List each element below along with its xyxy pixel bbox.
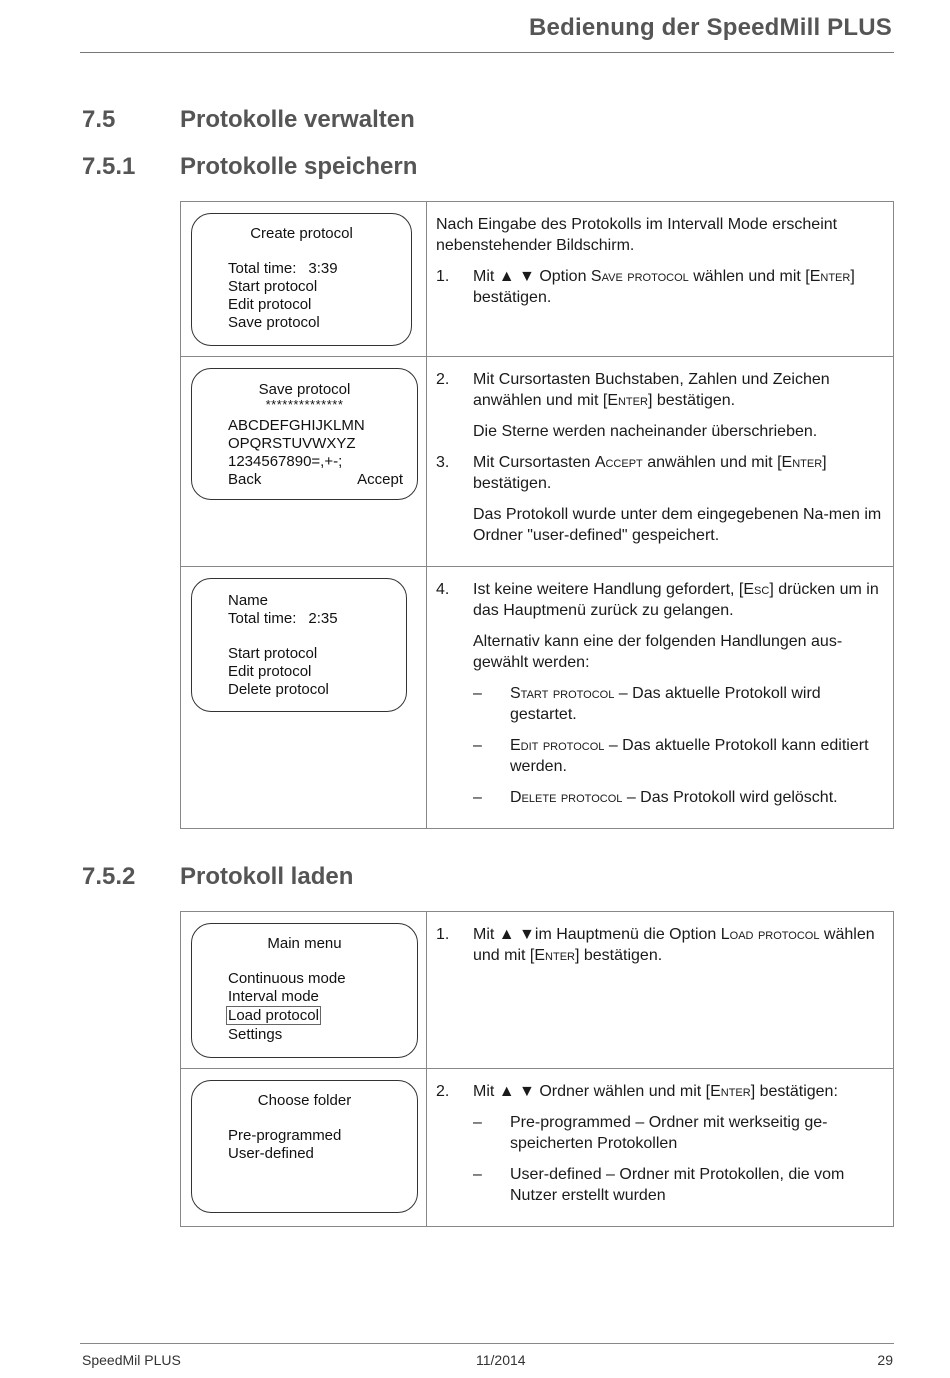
lcd-item: User-defined — [228, 1145, 314, 1162]
step-1: 1. Mit ▲ ▼ Option Save protocol wählen und mit [Enter] bestätigen. — [436, 268, 855, 306]
step-4: 4. Ist keine weitere Handlung gefordert, [Esc] drücken um in das Hauptmenü zurück zu gelangen. — [436, 581, 879, 619]
instruction-cell — [427, 202, 894, 357]
lcd-item-selected: Load protocol — [228, 1007, 319, 1024]
table-row — [181, 912, 894, 1069]
lcd-main-menu — [191, 923, 418, 1058]
lcd-title: Create protocol — [250, 225, 353, 242]
section-number: 7.5.2 — [82, 863, 136, 890]
lcd-title: Main menu — [267, 935, 342, 952]
step-2: 2. Mit Cursortasten Buchstaben, Zahlen und Zeichen anwählen und mit [Enter] bestätigen. — [436, 371, 830, 409]
screen-cell — [181, 1069, 427, 1227]
lcd-item: Edit protocol — [228, 296, 312, 313]
section-title: Protokoll laden — [180, 863, 354, 890]
lcd-create-protocol — [191, 213, 412, 346]
section-heading-7-5 — [82, 106, 415, 134]
section-title: Protokolle speichern — [180, 153, 418, 180]
option-delete: – Delete protocol – Das Protokoll wird gelöscht. — [473, 789, 838, 806]
section-title: Protokolle verwalten — [180, 106, 415, 133]
option-user-defined: – User-defined – Ordner mit Protokollen, die vom Nutzer erstellt wurden — [473, 1166, 845, 1204]
step-2: 2. Mit ▲ ▼ Ordner wählen und mit [Enter] bestätigen: — [436, 1083, 838, 1100]
instruction-cell — [427, 912, 894, 1069]
step-2-note: Die Sterne werden nacheinander überschrieben. — [473, 423, 818, 440]
step-3: 3. Mit Cursortasten Accept anwählen und mit [Enter] bestätigen. — [436, 454, 827, 492]
lcd-item: Settings — [228, 1026, 283, 1043]
instruction-cell — [427, 357, 894, 567]
lcd-item: Continuous mode — [228, 970, 346, 987]
lcd-total-time: Total time: 2:35 — [228, 610, 338, 627]
step-4-note: Alternativ kann eine der folgenden Handlungen aus-gewählt werden: — [473, 633, 843, 671]
lcd-save-protocol — [191, 368, 418, 500]
lcd-item: Pre-programmed — [228, 1127, 342, 1144]
lcd-title: Choose folder — [257, 1092, 352, 1109]
page-header-title: Bedienung der SpeedMill PLUS — [529, 14, 892, 41]
footer-product: SpeedMil PLUS — [82, 1352, 181, 1368]
lcd-protocol-options — [191, 578, 407, 712]
lcd-item: Start protocol — [228, 645, 318, 662]
footer-page-number: 29 — [877, 1352, 893, 1368]
instruction-cell — [427, 1069, 894, 1227]
intro-text: Nach Eingabe des Protokolls im Intervall Mode erscheint nebenstehender Bildschirm. — [436, 216, 838, 254]
lcd-item: Start protocol — [228, 278, 318, 295]
lcd-item: Edit protocol — [228, 663, 312, 680]
save-protocol-table — [180, 201, 894, 829]
lcd-item: Delete protocol — [228, 681, 329, 698]
screen-cell — [181, 357, 427, 567]
option-pre-programmed: – Pre-programmed – Ordner mit werkseitig ge-speicherten Protokollen — [473, 1114, 828, 1152]
step-1: 1. Mit ▲ ▼im Hauptmenü die Option Load protocol wählen und mit [Enter] bestätigen. — [436, 926, 875, 964]
lcd-charset-line: OPQRSTUVWXYZ — [228, 435, 356, 452]
lcd-charset-line: 1234567890=,+-; — [228, 453, 343, 470]
screen-cell — [181, 202, 427, 357]
section-heading-7-5-1 — [82, 153, 417, 181]
lcd-choose-folder — [191, 1080, 418, 1213]
lcd-accept-key: Accept — [357, 471, 403, 488]
header-rule — [80, 52, 894, 53]
option-edit: – Edit protocol – Das aktuelle Protokoll kann editiert werden. — [473, 737, 869, 775]
footer-rule — [80, 1343, 894, 1344]
screen-cell — [181, 912, 427, 1069]
instruction-cell — [427, 567, 894, 829]
section-number: 7.5.1 — [82, 153, 136, 180]
lcd-back-key: Back — [228, 471, 262, 488]
lcd-item: Save protocol — [228, 314, 320, 331]
lcd-title: Save protocol — [258, 381, 351, 398]
lcd-item: Interval mode — [228, 988, 319, 1005]
table-row — [181, 202, 894, 357]
step-3-note: Das Protokoll wurde unter dem eingegebenen Na-men im Ordner "user-defined" gespeichert. — [473, 506, 882, 544]
option-start: – Start protocol – Das aktuelle Protokoll wird gestartet. — [473, 685, 821, 723]
lcd-total-time: Total time: 3:39 — [228, 260, 338, 277]
table-row — [181, 567, 894, 829]
footer-date: 11/2014 — [476, 1352, 526, 1368]
load-protocol-table — [180, 911, 894, 1227]
lcd-soft-keys — [228, 471, 403, 489]
screen-cell — [181, 567, 427, 829]
section-heading-7-5-2 — [82, 863, 353, 891]
lcd-stars: ************** — [265, 397, 344, 412]
lcd-name: Name — [228, 592, 269, 609]
table-row — [181, 357, 894, 567]
lcd-charset-line: ABCDEFGHIJKLMN — [228, 417, 365, 434]
table-row — [181, 1069, 894, 1227]
section-number: 7.5 — [82, 106, 116, 133]
